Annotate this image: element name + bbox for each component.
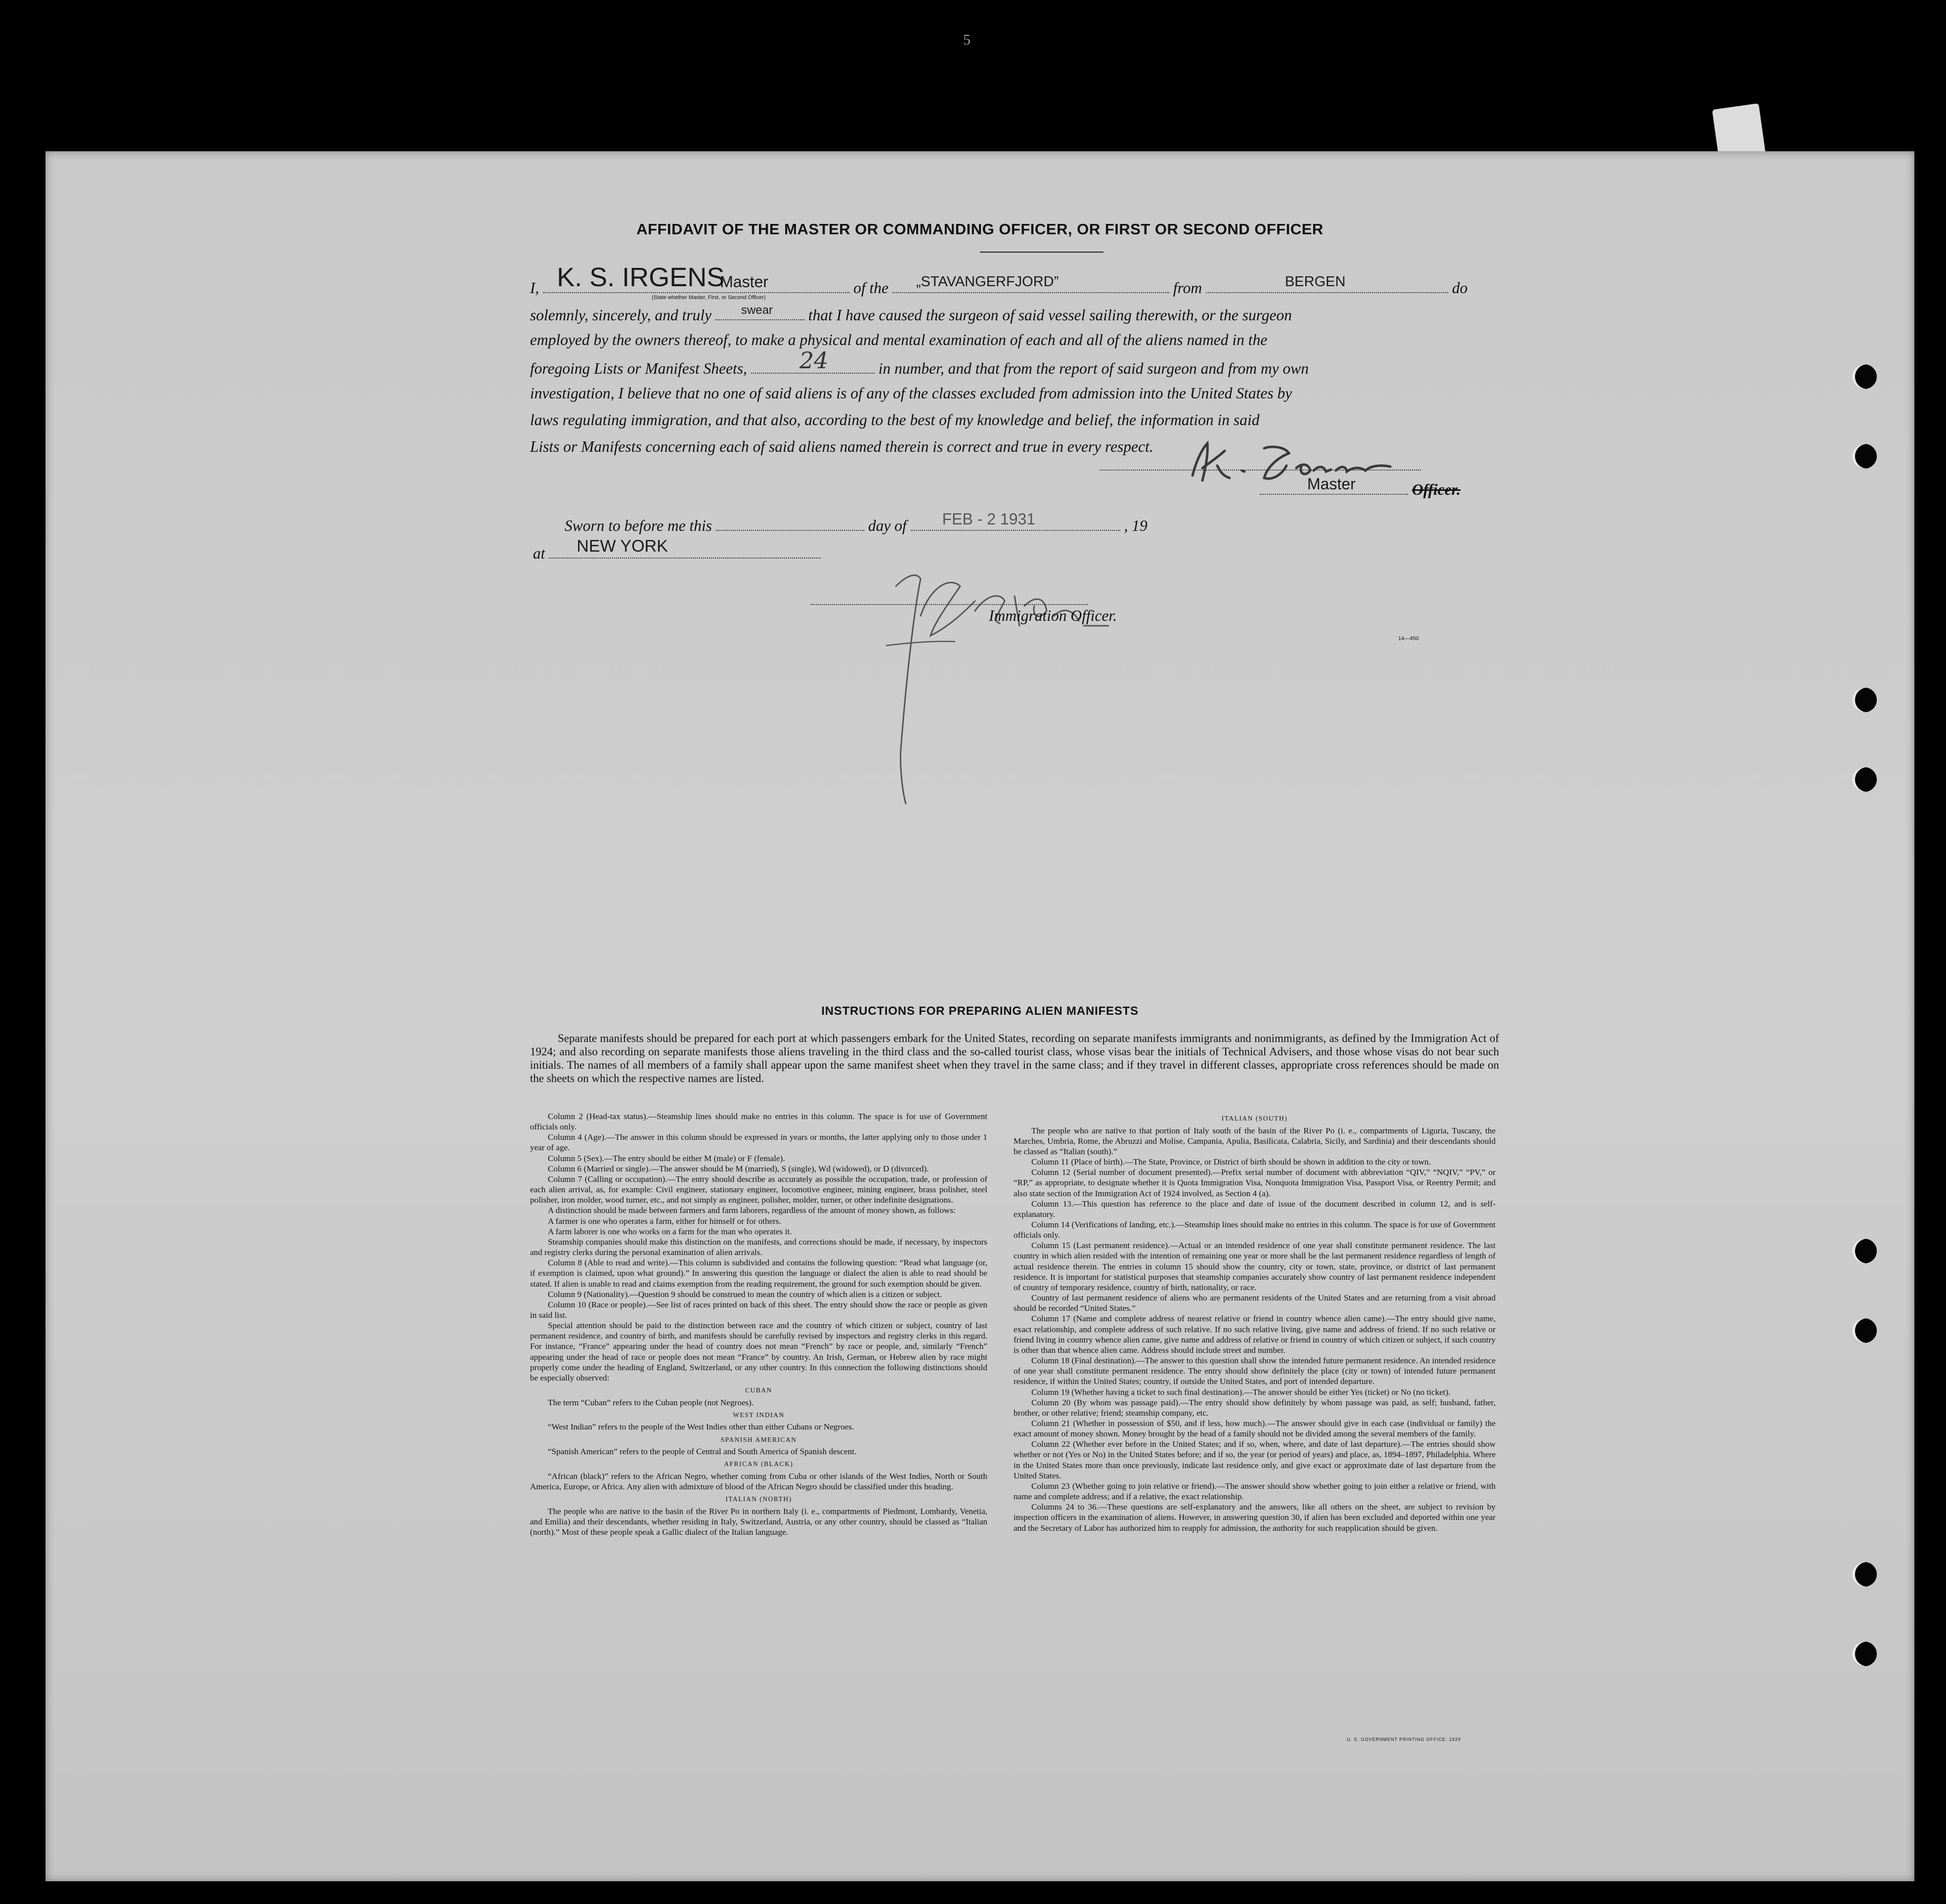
signature-line — [1100, 470, 1421, 471]
sworn-line — [565, 510, 1148, 534]
port-stamp: BERGEN — [1284, 274, 1346, 290]
instruction-paragraph: “Spanish American” refers to the people of Central and South America of Spanish descent. — [548, 1447, 857, 1457]
binder-hole — [1852, 688, 1877, 712]
instruction-paragraph: Column 7 (Calling or occupation).—The entry should describe as accurately as possible the occupation, trade, or profession of each alien arrival, as, for example: Civil engineer, stationary engineer, locomotive engineer, mining engineer, brass polisher, steel polisher, iron molder, wood turner, etc., and not simply as engineer, polisher, molder, turner, or other indefinite designations. — [530, 1174, 987, 1205]
text-sworn: Sworn to before me this — [565, 517, 712, 534]
instruction-paragraph: Column 2 (Head-tax status).—Steamship lines should make no entries in this column. The space is for use of Government officials only. — [530, 1112, 987, 1132]
binder-hole — [1852, 364, 1877, 389]
section-heading: WEST INDIAN — [733, 1411, 785, 1419]
instruction-paragraph: The people who are native to the basin of the River Po in northern Italy (i. e., compartments of Piedmont, Lombardy, Venetia, and Emilia) and their descendants, whether residing in Italy, Switzerland, Austria, or any other country, should be classed as “Italian (north).” Most of these people speak a Gallic dialect of the Italian language. — [530, 1506, 987, 1537]
name-blank — [543, 262, 849, 301]
instruction-paragraph: The people who are native to that portion of Italy south of the basin of the River Po (i. e., compartments of Liguria, Tuscany, the Marches, Umbria, Rome, the Abruzzi and Molise, Campania, Apulia, Basilicata, Calabria, Sicily, and Sardinia) and their descendants should be classed as “Italian (south).” — [1014, 1125, 1496, 1156]
section-heading: ITALIAN (NORTH) — [725, 1495, 792, 1503]
instruction-paragraph: Column 5 (Sex).—The entry should be either M (male) or F (female). — [548, 1153, 785, 1163]
text-solemnly: solemnly, sincerely, and truly — [530, 306, 712, 324]
vessel-blank — [892, 274, 1169, 293]
page-number: 5 — [963, 32, 971, 48]
instruction-paragraph: Columns 24 to 36.—These questions are self-explanatory and the answers, like all others on the sheet, are subject to revision by inspection officers in the examination of aliens. However, in answering question 30, if alien has been excluded and deported within one year and the Secretary of Labor has authorized him to reapply for admission, the authority for such reapplication should be given. — [1014, 1502, 1496, 1533]
instruction-paragraph: A distinction should be made between farmers and farm laborers, regardless of the amount of money shown, as follows: — [548, 1206, 956, 1215]
master-title-stamp: Master — [1307, 475, 1356, 493]
instruction-paragraph: A farm laborer is one who works on a farm for the man who operates it. — [548, 1226, 792, 1236]
instructions-right-column — [1014, 1111, 1496, 1533]
oath-stamp: swear — [741, 303, 773, 317]
title-blank — [1260, 475, 1408, 495]
instruction-paragraph: “West Indian” refers to the people of the West Indies other than either Cubans or Negroes. — [548, 1422, 854, 1432]
master-name-stamp: K. S. IRGENS — [557, 262, 725, 292]
instruction-paragraph: Column 18 (Final destination).—The answer to this question shall show the intended future permanent residence. An intended residence of one year shall constitute permanent residence. The entry should show definitely the place (city or town) of intended future permanent residence, if within the United States; country, if outside the United States, and port of intended departure. — [1014, 1356, 1496, 1386]
binder-hole — [1852, 444, 1877, 469]
affidavit-title: AFFIDAVIT OF THE MASTER OR COMMANDING OFFICER, OR FIRST OR SECOND OFFICER — [636, 220, 1324, 238]
instructions-title: INSTRUCTIONS FOR PREPARING ALIEN MANIFESTS — [821, 1004, 1139, 1018]
text-at: at — [533, 545, 545, 562]
affidavit-line-6: laws regulating immigration, and that also, according to the best of my knowledge and belief, the information in said — [530, 411, 1260, 429]
instruction-paragraph: Column 15 (Last permanent residence).—Actual or an intended residence of one year shall constitute permanent residence. The last country in which alien resided with the intention of remaining one year or more shall be the last permanent residence regardless of length of actual residence therein. The entries in column 15 should show the country, city or town, state, province, or district of last permanent residence. It is important for statistical purposes that steamship companies accurately show country of last permanent residence independent of country of temporary residence, country of birth, nationality, or race. — [1014, 1241, 1496, 1292]
instruction-paragraph: Column 22 (Whether ever before in the United States; and if so, when, where, and date of last departure).—The entries should show whether or not (Yes or No) in the United States before; and if so, the year (or period of years) and place, as, 1894–1897, Philadelphia. Where in the United States more than once previously, indicate last residence only, and give exact or approximate date of last departure from the United States. — [1014, 1439, 1496, 1480]
section-heading: CUBAN — [745, 1386, 772, 1394]
instruction-paragraph: Column 8 (Able to read and write).—This column is subdivided and contains the following question: “Read what language (or, if exemption is claimed, upon what ground).” In answering this question the language or dialect the alien is able to read should be stated. If alien is unable to read and claims exemption from the reading requirement, the ground for such exemption should be given. — [530, 1258, 987, 1289]
instruction-paragraph: Column 20 (By whom was passage paid).—The entry should show definitely by whom passage was paid, as self; husband, father, brother, or other relative; friend; steamship company, etc. — [1014, 1397, 1496, 1418]
text-of-the: of the — [853, 279, 888, 297]
affidavit-line-5: investigation, I believe that no one of said aliens is of any of the classes excluded from admission into the United States by — [530, 385, 1292, 402]
date-stamp: FEB - 2 1931 — [942, 510, 1036, 528]
instruction-paragraph: Column 11 (Place of birth).—The State, Province, or District of birth should be shown in addition to the city or town. — [1031, 1157, 1431, 1167]
instruction-paragraph: Column 19 (Whether having a ticket to such final destination).—The answer should be either Yes (ticket) or No (no ticket). — [1031, 1387, 1451, 1397]
instruction-paragraph: Column 14 (Verifications of landing, etc.).—Steamship lines should make no entries in this column. The space is for use of Government officials only. — [1014, 1220, 1496, 1240]
text-do: do — [1452, 279, 1468, 297]
instructions-left-column — [530, 1111, 987, 1537]
text-i: I, — [530, 279, 539, 297]
text-surgeon: that I have caused the surgeon of said vessel sailing therewith, or the surgeon — [808, 306, 1292, 324]
affidavit-line-1 — [530, 262, 1468, 301]
instruction-paragraph: Column 17 (Name and complete address of nearest relative or friend in country whence alien came).—The entry should give name, exact relationship, and complete address of such relative. If no such relative living, give name and address of friend. If no such relative or friend living in country whence alien came, give name and address of relative or friend in country of which citizen or subject, if such country is other than that whence alien came. Address should include street and number. — [1014, 1314, 1496, 1355]
officer-printed: Officer. — [1412, 481, 1461, 498]
text-day-of: day of — [868, 517, 907, 534]
binder-hole — [1852, 1239, 1877, 1263]
binder-hole — [1852, 767, 1877, 792]
officer-signature-line — [811, 604, 1088, 605]
section-heading: SPANISH AMERICAN — [720, 1435, 797, 1443]
instruction-paragraph: Special attention should be paid to the distinction between race and the country of which citizen or subject, country of last permanent residence, and country of birth, and manifests should be carefully revised by inspectors and registry clerks in this regard. For instance, “France” appearing under the head of country does not mean “French” by race or people, and, similarly “French” appearing under the head of race or people does not mean “France” by country. An Irish, German, or Hebrew alien by race might properly come under the heading of England, Switzerland, or any other country. In this connection the following distinctions should be especially observed: — [530, 1321, 987, 1383]
instruction-paragraph: A farmer is one who operates a farm, either for himself or for others. — [548, 1216, 782, 1226]
instruction-paragraph: Column 13.—This question has reference to the place and date of issue of the document described in column 12, and is self-explanatory. — [1014, 1199, 1496, 1219]
text-19: , 19 — [1124, 517, 1148, 534]
instruction-paragraph: Country of last permanent residence of aliens who are permanent residents of the United States and are returning from a visit abroad should be recorded “United States.” — [1014, 1293, 1496, 1313]
immigration-officer-label: Immigration Officer. — [989, 607, 1117, 624]
instruction-paragraph: Column 12 (Serial number of document presented).—Prefix serial number of document with abbreviation “QIV,” “NQIV,” “PV,” or “RP,” as appropriate, to designate whether it is Quota Immigration Visa, Nonquota Immigration Visa, Passport Visa, or Reentry Permit; and also state section of the Immigration Act of 1924 involved, as Section 4 (a). — [1014, 1168, 1496, 1198]
vessel-stamp: „STAVANGERFJORD” — [916, 274, 1059, 290]
immigration-officer-signature — [876, 557, 1133, 843]
rank-stamp: Master — [720, 273, 769, 291]
sheet-count-handwritten: 24 — [799, 347, 829, 374]
binder-hole — [1852, 1318, 1877, 1343]
text-from: from — [1173, 279, 1202, 297]
instruction-paragraph: Column 4 (Age).—The answer in this column should be expressed in years or months, the latter applying only to those under 1 year of age. — [530, 1132, 987, 1153]
binder-hole — [1852, 1562, 1877, 1587]
instructions-intro: Separate manifests should be prepared for each port at which passengers embark for the United States, recording on separate manifests immigrants and nonimmigrants, as defined by the Immigration Act of 1924; and also recording on separate manifests those aliens traveling in the third class and the so-called tourist class, whose visas bear the initials of Technical Advisers, and those whose visas do not bear such initials. The names of all members of a family shall appear upon the same manifest sheet when they travel in the same class; and if they travel in different classes, appropriate cross references should be made on the sheets on which the respective names are listed. — [530, 1032, 1499, 1084]
instruction-paragraph: Column 10 (Race or people).—See list of races printed on back of this sheet. The entry should show the race or people as given in said list. — [530, 1299, 987, 1320]
port-blank — [1206, 274, 1448, 293]
place-stamp: NEW YORK — [576, 537, 668, 556]
rank-note: (State whether Master, First, or Second Officer) — [652, 295, 766, 301]
place-blank — [549, 537, 821, 559]
instruction-paragraph: Column 21 (Whether in possession of $50, and if less, how much).—The answer should give in each case (individual or family) the exact amount of money shown. Money brought by the head of a family should not be divided among the several members of the family. — [1014, 1418, 1496, 1439]
instruction-paragraph: “African (black)” refers to the African Negro, whether coming from Cuba or other islands of the West Indies, North or South America, Europe, or Africa. Any alien with admixture of blood of the African Negro should be classified under this heading. — [530, 1471, 987, 1492]
instruction-paragraph: Column 6 (Married or single).—The answer should be M (married), S (single), Wd (widowed), or D (divorced). — [548, 1164, 929, 1173]
instruction-paragraph: Column 23 (Whether going to join relative or friend).—The answer should show whether going to join either a relative or friend, with name and complete address; and if a relative, the exact relationship. — [1014, 1481, 1496, 1502]
place-line — [533, 537, 821, 562]
manifest-sheet — [45, 151, 1914, 1881]
affidavit-line-3: employed by the owners thereof, to make a physical and mental examination of each and all of the aliens named in the — [530, 331, 1268, 348]
affidavit-line-7: Lists or Manifests concerning each of said aliens named therein is correct and true in every respect. — [530, 438, 1153, 455]
day-blank — [716, 517, 864, 531]
text-in-number: in number, and that from the report of said surgeon and from my own — [878, 360, 1309, 377]
date-blank — [911, 510, 1120, 531]
affidavit-line-2 — [530, 305, 1292, 323]
title-rule — [980, 252, 1104, 253]
section-heading: ITALIAN (SOUTH) — [1221, 1115, 1288, 1122]
count-blank — [751, 347, 875, 374]
binder-hole — [1852, 1642, 1877, 1666]
section-heading: AFRICAN (BLACK) — [724, 1460, 794, 1468]
instruction-paragraph: Column 9 (Nationality).—Question 9 should be construed to mean the country of which alien is a citizen or subject. — [548, 1289, 942, 1299]
text-foregoing: foregoing Lists or Manifest Sheets, — [530, 360, 747, 377]
oath-blank — [715, 305, 804, 320]
instruction-paragraph: Steamship companies should make this distinction on the manifests, and corrections should be made, if necessary, by inspectors and registry clerks during the personal examination of alien arrivals. — [530, 1237, 987, 1257]
form-code: 14—450 — [1398, 636, 1419, 642]
printer-mark: U. S. GOVERNMENT PRINTING OFFICE: 1929 — [1347, 1737, 1461, 1742]
officer-title — [1260, 475, 1497, 498]
instruction-paragraph: The term “Cuban” refers to the Cuban people (not Negroes). — [548, 1397, 754, 1407]
affidavit-line-4 — [530, 347, 1309, 377]
